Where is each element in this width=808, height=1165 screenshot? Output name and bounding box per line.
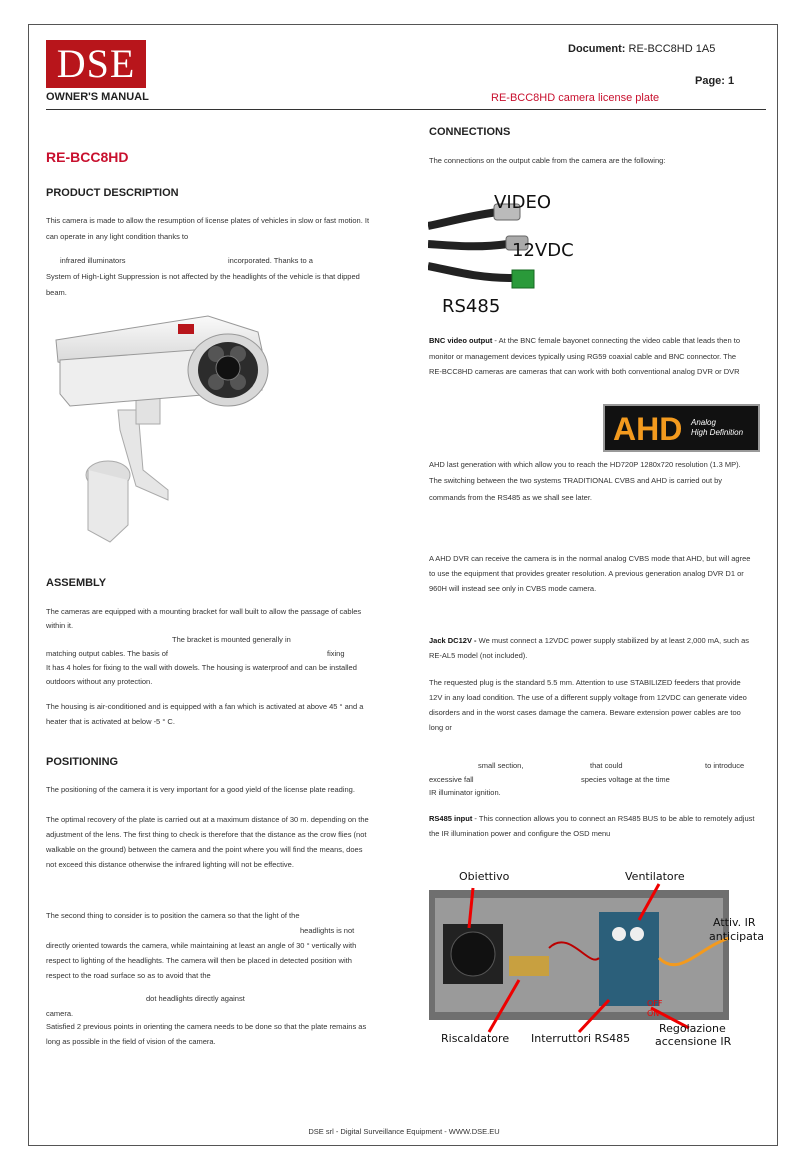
rs485-text: - This connection allows you to connect an RS485 BUS to be able to remotely adjust xyxy=(472,814,755,823)
plug-line-3: disorders and in the worst cases damage the camera. Beware extension power cables are too xyxy=(429,708,741,717)
bnc-line-1 xyxy=(429,333,740,349)
ahd-logo xyxy=(603,404,760,452)
plug-fragment-1: small section, xyxy=(478,761,524,770)
ahd-line-3: commands from the RS485 as we shall see later. xyxy=(429,493,592,502)
jack-text: We must connect a 12VDC power supply stabilized by at least 2,000 mA, such as xyxy=(478,636,750,645)
video-cable-label: VIDEO xyxy=(494,192,552,213)
heater-resistor xyxy=(509,956,549,976)
plug-fragment-4: excessive fall xyxy=(429,775,474,784)
assembly-line-3: The bracket is mounted generally in xyxy=(172,635,291,644)
rs485-terminal xyxy=(512,270,534,288)
label-ventilatore: Ventilatore xyxy=(625,870,685,883)
plug-fragment-6: IR illuminator ignition. xyxy=(429,788,501,797)
pos-line-3e: respect to the road surface so as to avoid that the xyxy=(46,971,211,980)
page-value: 1 xyxy=(728,75,735,87)
pd-line-5: beam. xyxy=(46,288,67,297)
assembly-line-1: The cameras are equipped with a mounting bracket for wall built to allow the passage of cables xyxy=(46,607,362,616)
pos-line-4b: long as possible in the field of vision of the camera. xyxy=(46,1037,216,1046)
document-label: Document: xyxy=(568,43,626,55)
power-cable-label: 12VDC xyxy=(512,240,574,261)
assembly-line-7: The housing is air-conditioned and is equipped with a fan which is activated at above 45 ° and a xyxy=(46,702,364,711)
jack-line-1 xyxy=(429,633,749,649)
assembly-heading: ASSEMBLY xyxy=(46,577,107,589)
connections-heading: CONNECTIONS xyxy=(429,126,511,138)
pd-line-1: This camera is made to allow the resumption of license plates of vehicles in slow or fast motion. It xyxy=(46,216,370,225)
camera-illustration xyxy=(48,310,278,550)
pos-line-3a: The second thing to consider is to position the camera so that the light of the xyxy=(46,911,300,920)
pos-line-3f: dot headlights directly against xyxy=(146,994,245,1003)
bnc-text: - At the BNC female bayonet connecting the video cable that leads then to xyxy=(492,336,740,345)
pos-line-2a: The optimal recovery of the plate is carried out at a maximum distance of 30 m. depending on the xyxy=(46,815,369,824)
pd-line-2: can operate in any light condition thanks to xyxy=(46,232,189,241)
pos-line-4a: Satisfied 2 previous points in orienting the camera needs to be done so that the plate remains as xyxy=(46,1022,367,1031)
pos-line-2c: walkable on the ground) between the camera and the point where you will find the means, does xyxy=(46,845,363,854)
pos-line-3g: camera. xyxy=(46,1009,74,1018)
bnc-line-2: monitor or management devices typically using RG59 coaxial cable and BNC connector. The xyxy=(429,352,737,361)
ahd-logo-analog: Analog xyxy=(691,418,716,427)
label-riscaldatore: Riscaldatore xyxy=(441,1032,510,1045)
connections-intro: The connections on the output cable from the camera are the following: xyxy=(429,156,666,165)
label-attiv-ir: Attiv. IR xyxy=(713,916,756,929)
plug-line-2: 12V in any load condition. The use of a different supply voltage from 12VDC can generate video xyxy=(429,693,747,702)
owners-manual-label: OWNER'S MANUAL xyxy=(46,91,149,103)
dvr-line-2: to use the equipment that provides greater resolution. A previous generation analog DVR D1 or xyxy=(429,569,744,578)
plug-fragment-3: to introduce xyxy=(705,761,745,770)
document-id xyxy=(568,43,715,55)
pos-line-2b: adjustment of the lens. The first thing to check is therefore that the distance as the crow flies (not xyxy=(46,830,367,839)
label-anticipata: anticipata xyxy=(709,930,764,943)
jack-line-2: RE-AL5 model (not included). xyxy=(429,651,528,660)
rs485-line-2: the IR illumination power and configure the OSD menu xyxy=(429,829,611,838)
rs485-line-1 xyxy=(429,811,754,827)
model-title: RE-BCC8HD xyxy=(46,149,129,165)
jack-bold: Jack DC12V - xyxy=(429,636,479,645)
page-number xyxy=(695,75,734,87)
bnc-bold: BNC video output xyxy=(429,336,493,345)
plug-fragment-2: that could xyxy=(590,761,623,770)
bnc-line-3: RE-BCC8HD cameras are cameras that can work with both conventional analog DVR or DVR xyxy=(429,367,740,376)
pos-line-1: The positioning of the camera it is very important for a good yield of the license plate reading. xyxy=(46,785,355,794)
header-title: RE-BCC8HD camera license plate xyxy=(491,92,660,104)
plug-line-4: long or xyxy=(429,723,452,732)
page-footer: DSE srl - Digital Surveillance Equipment - WWW.DSE.EU xyxy=(308,1127,500,1136)
product-description-heading: PRODUCT DESCRIPTION xyxy=(46,187,179,199)
plug-fragment-5: species voltage at the time xyxy=(581,775,670,784)
assembly-line-4a: matching output cables. The basis of xyxy=(46,649,169,658)
header-divider xyxy=(46,109,766,110)
positioning-heading: POSITIONING xyxy=(46,756,119,768)
ahd-logo-sub xyxy=(691,418,743,438)
camera-logo xyxy=(178,324,194,334)
pd-line-3b: incorporated. Thanks to a xyxy=(228,256,313,265)
assembly-line-2: within it. xyxy=(46,621,74,630)
pos-line-2d: not exceed this distance otherwise the infrared lighting will not be effective. xyxy=(46,860,294,869)
page-label: Page: xyxy=(695,75,725,87)
rs485-bold: RS485 input xyxy=(429,814,473,823)
plug-line-1: The requested plug is the standard 5.5 mm. Attention to use STABILIZED feeders that provide xyxy=(429,678,741,687)
pd-line-4: System of High-Light Suppression is not affected by the headlights of the vehicle is that dipped xyxy=(46,272,360,281)
dvr-line-3: 960H will instead see only in CVBS mode camera. xyxy=(429,584,597,593)
ahd-line-2: The switching between the two systems TRADITIONAL CVBS and AHD is carried out by xyxy=(429,476,723,485)
control-board xyxy=(599,912,659,1006)
rs485-cable-label: RS485 xyxy=(442,296,501,316)
pos-line-3b: headlights is not xyxy=(300,926,355,935)
label-off: OFF xyxy=(647,999,663,1008)
pos-line-3c: directly oriented towards the camera, while maintaining at least an angle of 30 ° vertically with xyxy=(46,941,357,950)
label-on: ON xyxy=(647,1009,660,1018)
camera-interior-illustration xyxy=(429,868,769,1050)
output-cables-illustration xyxy=(428,186,590,316)
dse-logo: DSE xyxy=(46,40,146,88)
pos-line-3d: respect to lighting of the headlights. The camera will then be placed in detected position with xyxy=(46,956,352,965)
label-obiettivo: Obiettivo xyxy=(459,870,510,883)
ahd-logo-hd: High Definition xyxy=(691,428,744,437)
assembly-line-4b: fixing xyxy=(327,649,345,658)
dvr-line-1: A AHD DVR can receive the camera is in the normal analog CVBS mode that AHD, but will agree xyxy=(429,554,751,563)
label-interruttori: Interruttori RS485 xyxy=(531,1032,631,1045)
assembly-line-5: It has 4 holes for fixing to the wall with dowels. The housing is waterproof and can be installed xyxy=(46,663,357,672)
ahd-logo-main: AHD xyxy=(613,411,683,447)
pd-line-3a: infrared illuminators xyxy=(60,256,126,265)
document-value: RE-BCC8HD 1A5 xyxy=(628,43,716,55)
ahd-line-1: AHD last generation with which allow you to reach the HD720P 1280x720 resolution (1.3 MP). xyxy=(429,460,741,469)
assembly-line-8: heater that is activated at below -5 ° C. xyxy=(46,717,175,726)
assembly-line-6: outdoors without any protection. xyxy=(46,677,153,686)
label-regolazione: Regolazione xyxy=(659,1022,726,1035)
label-accensione-ir: accensione IR xyxy=(655,1035,732,1048)
